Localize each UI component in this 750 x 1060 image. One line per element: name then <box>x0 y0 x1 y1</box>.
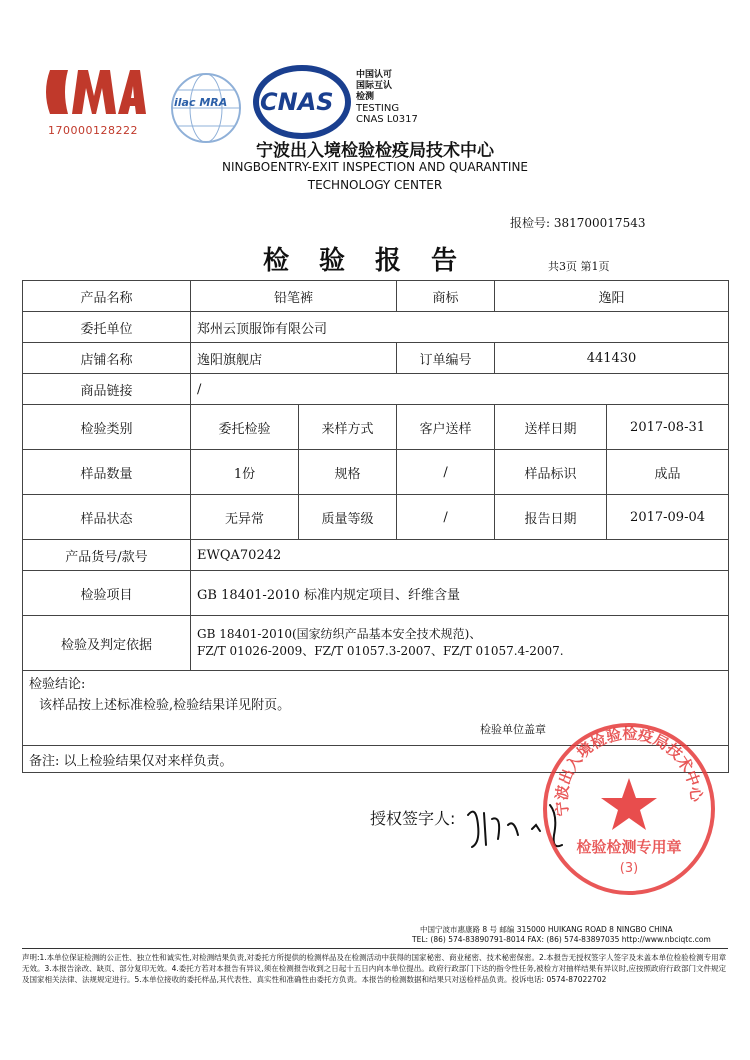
product-name-label: 产品名称 <box>23 281 191 312</box>
sample-mark-label: 样品标识 <box>495 450 607 495</box>
brand-value: 逸阳 <box>495 281 729 312</box>
official-seal <box>540 720 718 898</box>
sample-mark-value: 成品 <box>607 450 729 495</box>
table-row <box>23 450 729 495</box>
quantity-value: 1份 <box>191 450 299 495</box>
footer-divider <box>22 948 728 949</box>
order-value: 441430 <box>495 343 729 374</box>
org-name-en-line1: NINGBOENTRY-EXIT INSPECTION AND QUARANTINE <box>221 160 529 174</box>
send-date-label: 送样日期 <box>495 405 607 450</box>
table-row <box>23 281 729 312</box>
table-row <box>23 495 729 540</box>
table-row <box>23 374 729 405</box>
conclusion-label: 检验结论: <box>29 677 86 692</box>
client-label: 委托单位 <box>23 312 191 343</box>
style-number-value: EWQA70242 <box>191 540 729 571</box>
grade-value: / <box>397 495 495 540</box>
basis-label: 检验及判定依据 <box>23 616 191 671</box>
report-date-label: 报告日期 <box>495 495 607 540</box>
report-date-value: 2017-09-04 <box>607 495 729 540</box>
cnas-side-line: CNAS L0317 <box>356 114 418 125</box>
send-date-value: 2017-08-31 <box>607 405 729 450</box>
inspection-items-value: GB 18401-2010 标准内规定项目、纤维含量 <box>191 571 729 616</box>
table-row <box>23 571 729 616</box>
seal-subtitle: 检验检测专用章 <box>576 838 682 856</box>
page-count: 共3页 第1页 <box>548 260 610 273</box>
style-number-label: 产品货号/款号 <box>23 540 191 571</box>
sampling-label: 来样方式 <box>299 405 397 450</box>
grade-label: 质量等级 <box>299 495 397 540</box>
org-name-en-line2: TECHNOLOGY CENTER <box>307 178 443 192</box>
cnas-side-line: 检测 <box>356 92 375 102</box>
inspection-type-label: 检验类别 <box>23 405 191 450</box>
cnas-side-line: 国际互认 <box>356 81 393 91</box>
cnas-side-text <box>356 70 436 125</box>
link-value: / <box>191 374 729 405</box>
store-value: 逸阳旗舰店 <box>191 343 397 374</box>
order-label: 订单编号 <box>397 343 495 374</box>
sample-state-label: 样品状态 <box>23 495 191 540</box>
report-table <box>22 280 729 773</box>
table-row <box>23 343 729 374</box>
basis-line: FZ/T 01026-2009、FZ/T 01057.3-2007、FZ/T 01057.4-2007. <box>197 644 564 658</box>
quantity-label: 样品数量 <box>23 450 191 495</box>
link-label: 商品链接 <box>23 374 191 405</box>
spec-label: 规格 <box>299 450 397 495</box>
inspection-type-value: 委托检验 <box>191 405 299 450</box>
sample-state-value: 无异常 <box>191 495 299 540</box>
brand-label: 商标 <box>397 281 495 312</box>
signature-label: 授权签字人: <box>370 809 456 828</box>
cnas-side-line: TESTING <box>356 103 400 114</box>
conclusion-text: 该样品按上述标准检验,检验结果详见附页。 <box>39 698 291 713</box>
product-name-value: 铅笔裤 <box>191 281 397 312</box>
cnas-label: CNAS <box>260 88 334 116</box>
ilac-mra-logo <box>168 70 244 146</box>
table-row <box>23 312 729 343</box>
inspection-items-label: 检验项目 <box>23 571 191 616</box>
spec-value: / <box>397 450 495 495</box>
seal-number: (3) <box>619 861 639 876</box>
cma-logo <box>38 62 148 142</box>
cma-mark-icon <box>38 62 148 122</box>
sampling-value: 客户送样 <box>397 405 495 450</box>
seal-note: 检验单位盖章 <box>480 723 547 736</box>
store-label: 店铺名称 <box>23 343 191 374</box>
footer-contact: TEL: (86) 574-83890791-8014 FAX: (86) 574-83897035 http://www.nbciqtc.com <box>412 935 711 944</box>
remark: 备注: 以上检验结果仅对来样负责。 <box>23 746 729 773</box>
basis-value <box>191 616 729 671</box>
cnas-logo <box>252 62 352 140</box>
org-name-cn: 宁波出入境检验检疫局技术中心 <box>256 141 494 161</box>
ilac-label: ilac MRA <box>174 96 228 109</box>
footer-disclaimer: 声明:1.本单位保证检测的公正性、独立性和诚实性,对检测结果负责,对委托方所提供的检测样品及在检测活动中获得的国家秘密、商业秘密、技术秘密保密。2.本报告无授权签字人签字及未盖本单位检验检测专用章无效。3.本报告涂改、缺页、部分复印无效。4.委托方若对本报告有异议,须在检测报告收到之日起十五日内向本单位提出。政府行政部门下达的指令性任务,被检方对抽样结果有异议时,应按照政府行政部门文件规定及国家相关法律、法规规定进行。5.本单位接收的委托样品,其代表性、真实性和准确性由委托方负责。本报告的检测数据和结果只对送检样品负责。投诉电话: 0574-87022702 <box>22 953 727 984</box>
seal-text: 宁波出入境检验检疫局技术中心 <box>552 724 706 818</box>
basis-line: GB 18401-2010(国家纺织产品基本安全技术规范)、 <box>197 627 482 641</box>
footer-address: 中国宁波市惠康路 8 号 邮编 315000 HUIKANG ROAD 8 NINGBO CHINA <box>420 925 673 934</box>
cma-number: 170000128222 <box>48 124 138 137</box>
report-number: 报检号: 381700017543 <box>510 216 646 230</box>
table-row <box>23 405 729 450</box>
table-row <box>23 616 729 671</box>
cnas-side-line: 中国认可 <box>356 70 393 80</box>
table-row <box>23 540 729 571</box>
client-value: 郑州云顶服饰有限公司 <box>191 312 729 343</box>
report-title: 检验报告 <box>262 246 487 276</box>
